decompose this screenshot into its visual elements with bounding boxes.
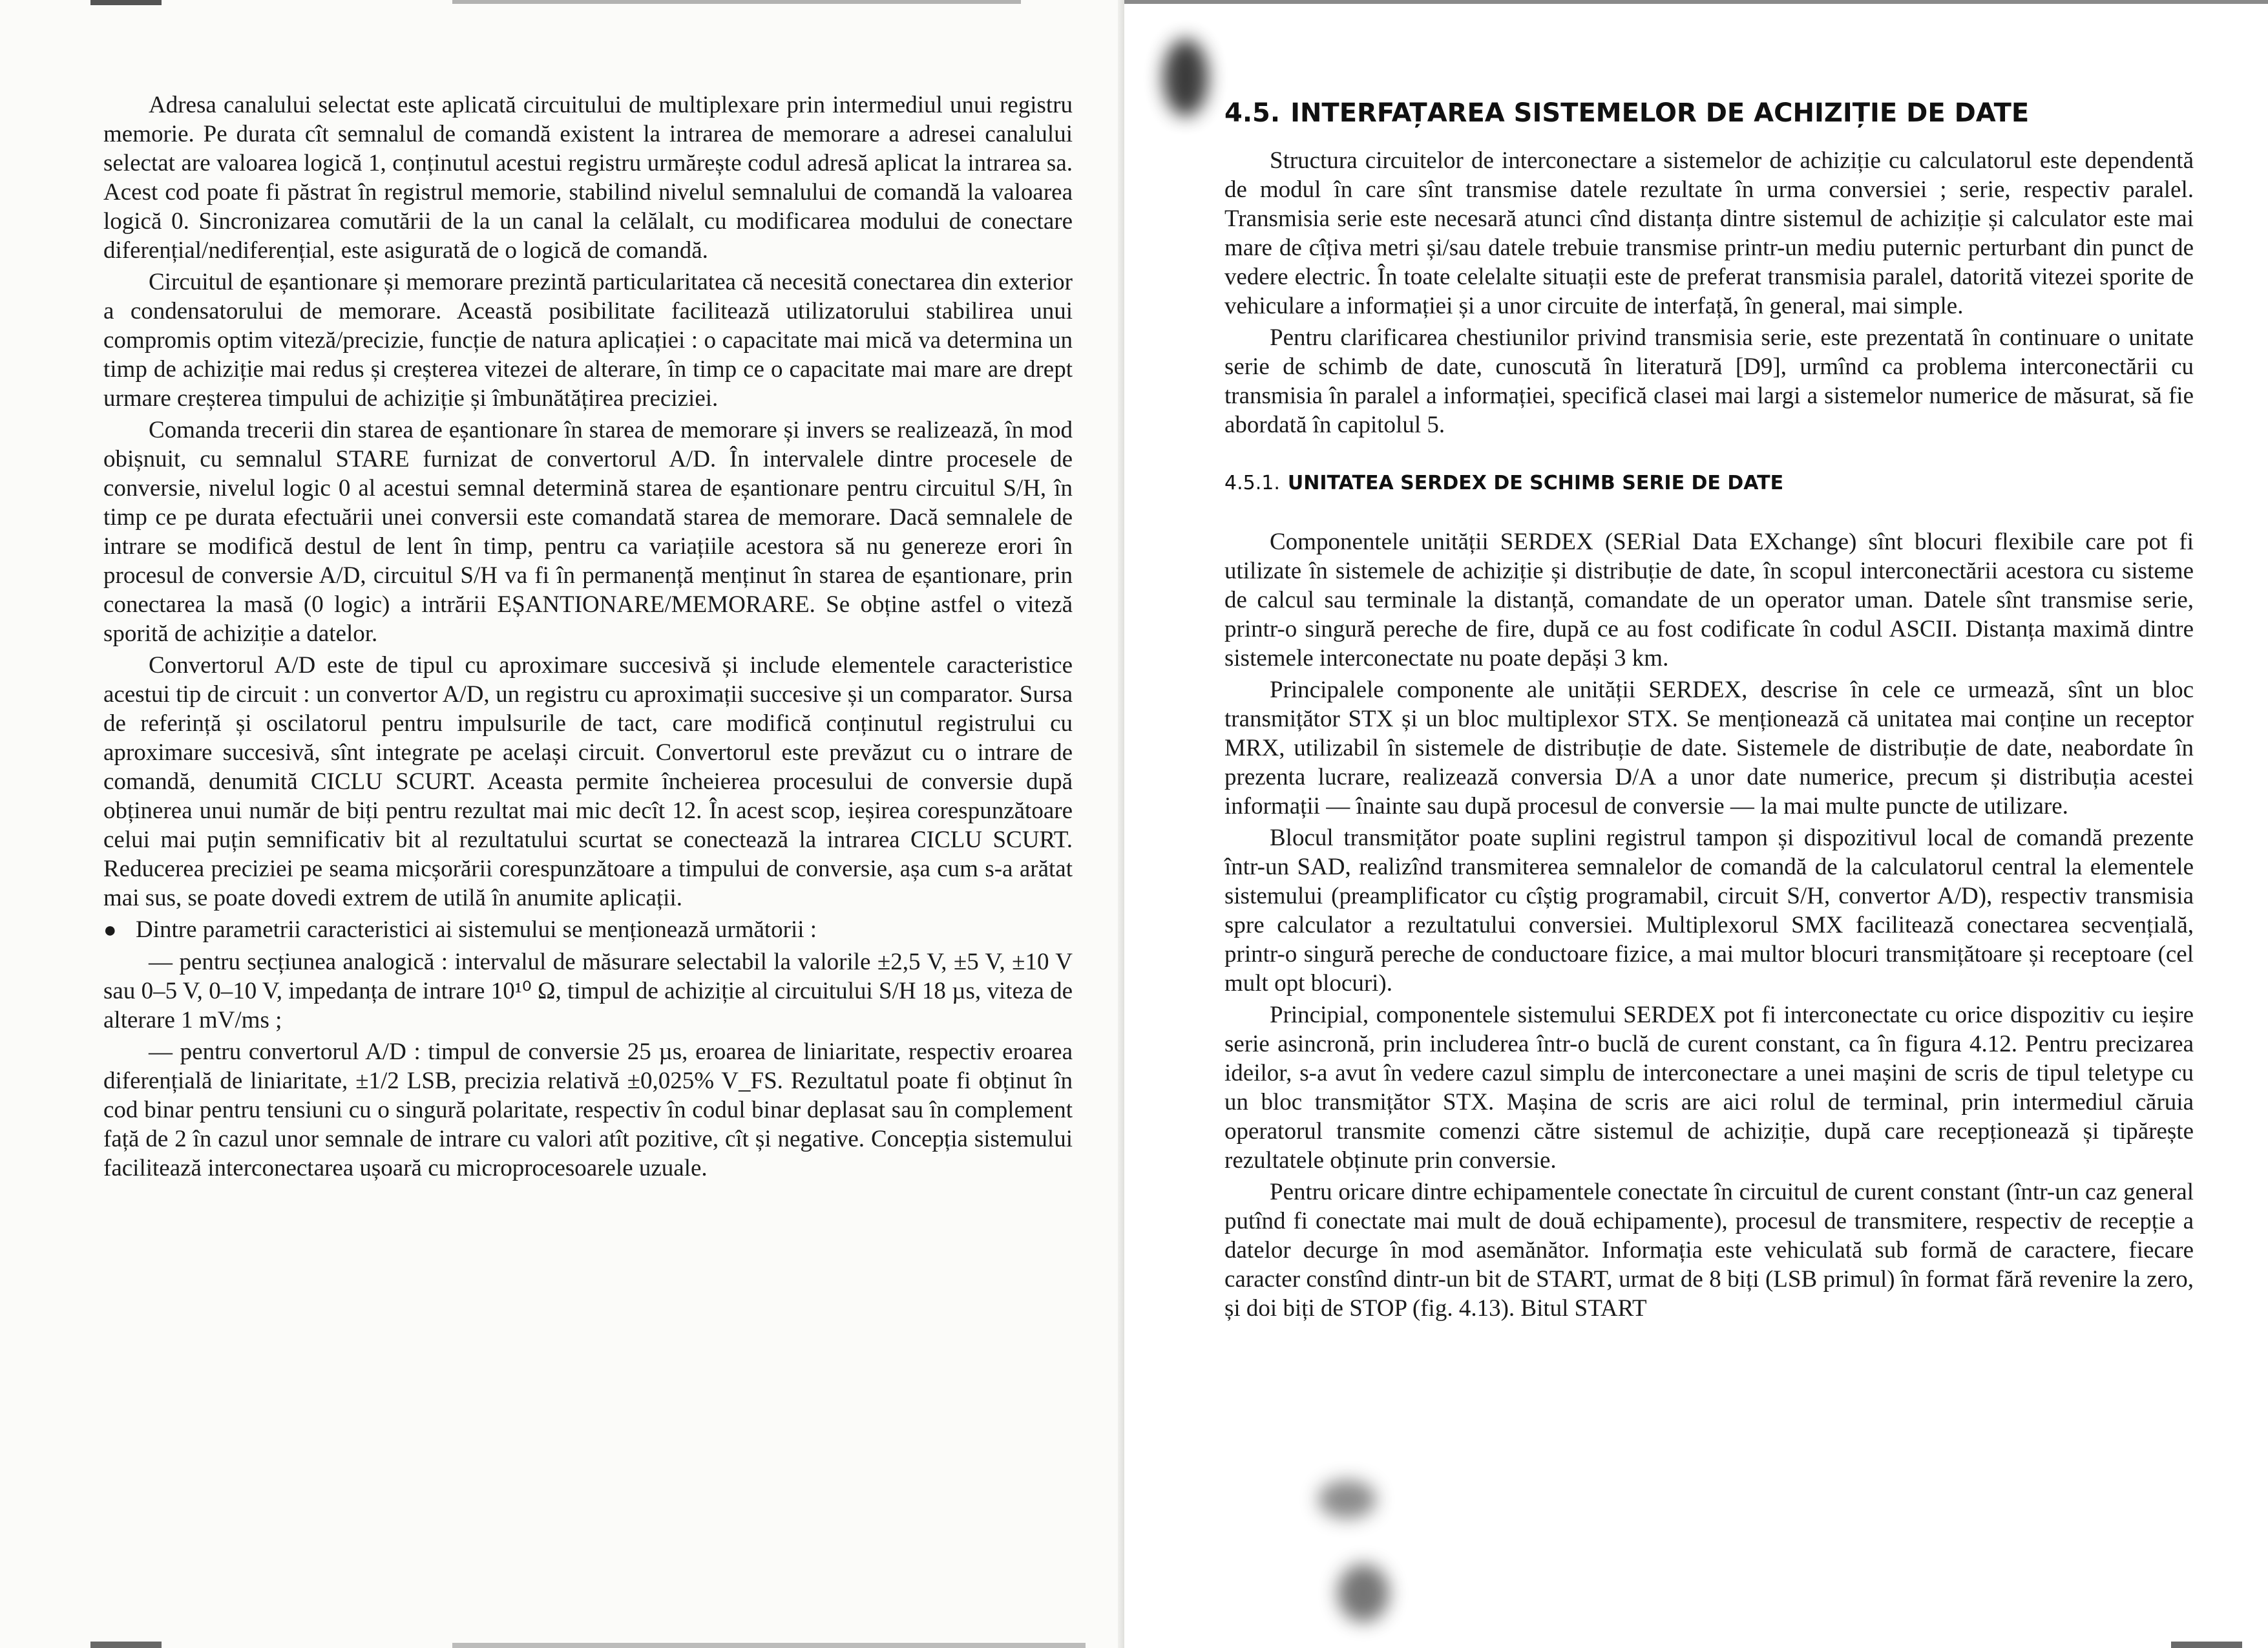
- subsection-title-text: UNITATEA SERDEX DE SCHIMB SERIE DE DATE: [1287, 472, 1784, 494]
- running-head-bleed: [452, 0, 1021, 4]
- paragraph: Componentele unității SERDEX (SERial Data EXchange) sînt blocuri flexibile care pot fi utilizate în sistemele de achiziție și distribuție de date, în scopul interconectării acestora cu sisteme de calcul sau terminale la distanță, comandate de un operator uman. Datele sînt transmise serie, printr-o singură pereche de fire, după ce au fost codificate în codul ASCII. Distanța maximă dintre sistemele interconectate nu poate depăși 3 km.: [1224, 529, 2194, 671]
- paragraph: Comanda trecerii din starea de eșantionare în starea de memorare și invers se realizează, în mod obișnuit, cu semnalul STARE furnizat de convertorul A/D. În intervalele dintre procesele de conversie, nivelul logic 0 al acestui semnal determină starea de eșantionare pentru circuitul S/H, în timp ce pe durata efectuării unei conversii este comandată starea de memorare. Dacă semnalele de intrare se modifică destul de lent în timp, pentru ca variațiile acestora să nu genereze erori în procesul de conversie A/D, circuitul S/H va fi în permanență menținut în starea de eșantionare, prin conectarea la masă (0 logic) a intrării EȘANTIONARE/MEMORARE. Se obține astfel o viteză sporită de achiziție a datelor.: [103, 417, 1073, 647]
- left-page: [0, 0, 1124, 1648]
- bullet-text: Dintre parametrii caracteristici ai sistemului se menționează următorii :: [136, 916, 817, 943]
- paragraph: Pentru clarificarea chestiunilor privind transmisia serie, este prezentată în continuare o unitate serie de schimb de date, cunoscută în literatură [D9], urmînd ca problema interconectării cu transmisia în paralel a informației, specifică clasei mai largi a sistemelor numerice de măsurat, să fie abordată în capitolul 5.: [1224, 324, 2194, 438]
- section-title-text: INTERFAȚAREA SISTEMELOR DE ACHIZIȚIE DE DATE: [1290, 98, 2030, 128]
- paragraph: Principial, componentele sistemului SERDEX pot fi interconectate cu orice dispozitiv cu ieșire serie asincronă, prin includerea într-o buclă de curent constant, ca în figura 4.12. Pentru precizarea ideilor, s-a avut în vedere cazul simplu de interconectare a unei mașini de scris de tipul teletype cu un bloc transmițător STX. Mașina de scris are aici rolul de terminal, prin intermediul căruia operatorul transmite comenzi către sistemul de achiziție, după care recepționează și tipărește rezultatele obținute prin conversie.: [1224, 1002, 2194, 1174]
- paragraph: Blocul transmițător poate suplini registrul tampon și dispozitivul local de comandă prezente într-un SAD, realizînd transmiterea semnalelor de comandă de la calculatorul central la elementele sistemului (preamplificator cu cîștig programabil, circuit S/H, convertor A/D), respectiv transmisia spre calculator a rezultatului conversiei. Multiplexorul SMX facilitează conectarea secvențială, printr-o singură pereche de conductoare fizice, a mai multor blocuri transmițătoare și receptoare (cel mult opt blocuri).: [1224, 825, 2194, 997]
- bullet-paragraph: [103, 915, 1073, 945]
- top-edge-mark: [1124, 0, 2268, 4]
- right-text-column: [1224, 97, 2194, 1326]
- paragraph: Principalele componente ale unității SERDEX, descrise în cele ce urmează, sînt un bloc transmițător STX și un bloc multiplexor STX. Se menționează că unitatea mai conține un receptor MRX, utilizabil în sistemele de distribuție de date. Sistemele de distribuție de date, neabordate în prezenta lucrare, realizează conversia D/A a unor date numerice, precum și distribuția acestei informații — înainte sau după procesul de conversie — la mai multe puncte de utilizare.: [1224, 677, 2194, 819]
- ink-blot: [1318, 1480, 1376, 1519]
- paragraph: Adresa canalului selectat este aplicată circuitului de multiplexare prin intermediul unui registru memorie. Pe durata cît semnalul de comandă existent la intrarea de memorare a adresei canalului selectat are valoarea logică 1, conținutul acestui registru urmărește codul adresă aplicat la intrarea sa. Acest cod poate fi păstrat în registrul memorie, stabilind nivelul semnalului de comandă la valoarea logică 0. Sincronizarea comutării de la un canal la celălalt, cu modificarea modului de conectare diferențial/nediferențial, este asigurată de o logică de comandă.: [103, 92, 1073, 264]
- paragraph: Circuitul de eșantionare și memorare prezintă particularitatea că necesită conectarea din exterior a condensatorului de memorare. Această posibilitate facilitează utilizatorului stabilirea unui compromis optim viteză/precizie, funcție de natura aplicației : o capacitate mai mică va determina un timp de achiziție mai redus și creșterea vitezei de alterare, în timp ce o capacitate mai mare are drept urmare creșterea timpului de achiziție și îmbunătățirea preciziei.: [103, 269, 1073, 412]
- bullet-icon: ●: [103, 918, 117, 942]
- paragraph: — pentru convertorul A/D : timpul de conversie 25 µs, eroarea de liniaritate, respectiv eroarea diferențială de liniaritate, ±1/2 LSB, precizia relativă ±0,025% V_FS. Rezultatul poate fi obținut în cod binar pentru tensiuni cu o singură polaritate, respectiv în codul binar deplasat sau în complement față de 2 în cazul unor semnale de intrare cu valori atît pozitive, cît și negative. Concepția sistemului facilitează interconectarea ușoară cu microprocesoarele uzuale.: [103, 1039, 1073, 1181]
- section-title: [1224, 97, 2194, 129]
- paragraph: Convertorul A/D este de tipul cu aproximare succesivă și include elementele caracteristice acestui tip de circuit : un convertor A/D, un registru cu aproximații succesive și un comparator. Sursa de referință și oscilatorul pentru impulsurile de tact, care modifică conținutul registrului cu aproximare succesivă, sînt integrate pe același circuit. Convertorul este prevăzut cu o intrare de comandă, denumită CICLU SCURT. Aceasta permite încheierea procesului de conversie după obținerea unui număr de biți pentru rezultat mai mic decît 12. În acest scop, ieșirea corespunzătoare celui mai puțin semnificativ bit al rezultatului scurtat se conectează la intrarea CICLU SCURT. Reducerea preciziei pe seama micșorării corespunzătoare a timpului de conversie, așa cum s-a arătat mai sus, se poate dovedi extrem de utilă în anumite aplicații.: [103, 652, 1073, 911]
- right-page: [1124, 0, 2268, 1648]
- bottom-edge-mark: [90, 1642, 162, 1648]
- bottom-edge-mark: [2171, 1642, 2242, 1648]
- left-text-column: [103, 90, 1073, 1185]
- ink-blot: [1338, 1564, 1389, 1622]
- footer-bleed: [452, 1643, 1086, 1648]
- paragraph: Structura circuitelor de interconectare a sistemelor de achiziție cu calculatorul este dependentă de modul în care sînt transmise datele rezultate în urma conversiei ; serie, respectiv paralel. Transmisia serie este necesară atunci cînd distanța dintre sistemul de achiziție și calculator este mai mare de cîțiva metri și/sau datele trebuie transmise printr-un mediu puternic perturbant din punct de vedere electric. În toate celelalte situații este de preferat transmisia paralel, datorită vitezei sporite de vehiculare a informației și a unor circuite de interfață, în general, mai simple.: [1224, 147, 2194, 319]
- section-number: 4.5.: [1224, 98, 1281, 128]
- top-edge-mark: [90, 0, 162, 5]
- subsection-title: [1224, 470, 2194, 496]
- paragraph: Pentru oricare dintre echipamentele conectate în circuitul de curent constant (într-un caz general putînd fi conectate mai mult de două echipamente), procesul de transmitere, respectiv de recepție a datelor decurge în mod asemănător. Informația este vehiculată sub formă de caractere, fiecare caracter constînd dintr-un bit de START, urmat de 8 biți (LSB primul) în format fără revenire la zero, și doi biți de STOP (fig. 4.13). Bitul START: [1224, 1179, 2194, 1322]
- subsection-number: 4.5.1.: [1224, 472, 1280, 494]
- ink-blot: [1163, 39, 1208, 116]
- paragraph: — pentru secțiunea analogică : intervalul de măsurare selectabil la valorile ±2,5 V, ±5 V, ±10 V sau 0–5 V, 0–10 V, impedanța de intrare 10¹⁰ Ω, timpul de achiziție al circuitului S/H 18 µs, viteza de alterare 1 mV/ms ;: [103, 949, 1073, 1033]
